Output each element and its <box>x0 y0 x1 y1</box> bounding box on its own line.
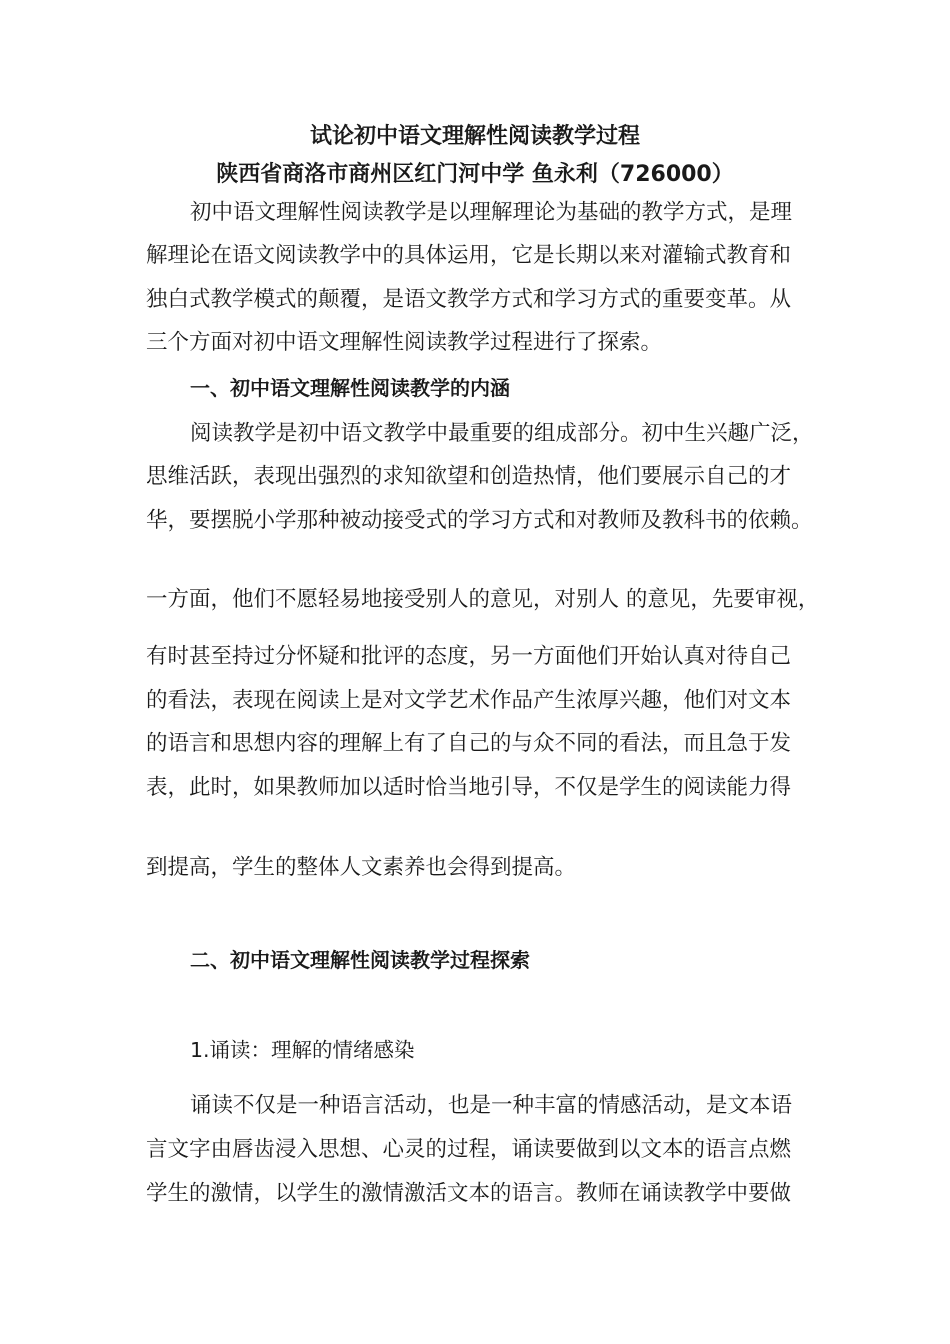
paragraph-line: 诵读不仅是一种语言活动，也是一种丰富的情感活动，是文本语 <box>190 1093 793 1118</box>
paragraph-line: 学生的激情，以学生的激情激活文本的语言。教师在诵读教学中要做 <box>146 1181 792 1206</box>
paragraph-line: 言文字由唇齿浸入思想、心灵的过程，诵读要做到以文本的语言点燃 <box>146 1137 792 1162</box>
paragraph-line: 初中语文理解性阅读教学是以理解理论为基础的教学方式，是理 <box>190 200 793 225</box>
document-title: 试论初中语文理解性阅读教学过程 <box>309 124 640 149</box>
paragraph-line: 解理论在语文阅读教学中的具体运用，它是长期以来对灌输式教育和 <box>146 243 792 268</box>
paragraph-line: 三个方面对初中语文理解性阅读教学过程进行了探索。 <box>146 330 663 355</box>
paragraph-line: 到提高，学生的整体人文素养也会得到提高。 <box>146 855 577 880</box>
author-line: 陕西省商洛市商州区红门河中学 鱼永利（726000） <box>216 162 734 187</box>
paragraph-line: 思维活跃，表现出强烈的求知欲望和创造热情，他们要展示自己的才 <box>146 464 792 489</box>
paragraph-line: 的语言和思想内容的理解上有了自己的与众不同的看法，而且急于发 <box>146 731 792 756</box>
section-heading: 二、初中语文理解性阅读教学过程探索 <box>190 948 530 972</box>
paragraph-line: 一方面，他们不愿轻易地接受别人的意见，对别人 的意见，先要审视， <box>146 587 820 612</box>
paragraph-line: 阅读教学是初中语文教学中最重要的组成部分。初中生兴趣广泛， <box>190 421 814 446</box>
section-heading: 一、初中语文理解性阅读教学的内涵 <box>190 376 510 400</box>
paragraph-line: 的看法，表现在阅读上是对文学艺术作品产生浓厚兴趣，他们对文本 <box>146 688 792 713</box>
paragraph-line: 表，此时，如果教师加以适时恰当地引导，不仅是学生的阅读能力得 <box>146 775 792 800</box>
paragraph-line: 独白式教学模式的颠覆，是语文教学方式和学习方式的重要变革。从 <box>146 287 792 312</box>
paragraph-line: 有时甚至持过分怀疑和批评的态度，另一方面他们开始认真对待自己 <box>146 644 792 669</box>
paragraph-line: 华，要摆脱小学那种被动接受式的学习方式和对教师及教科书的依赖。 <box>146 508 813 533</box>
subsection-heading: 1.诵读：理解的情绪感染 <box>190 1038 415 1062</box>
